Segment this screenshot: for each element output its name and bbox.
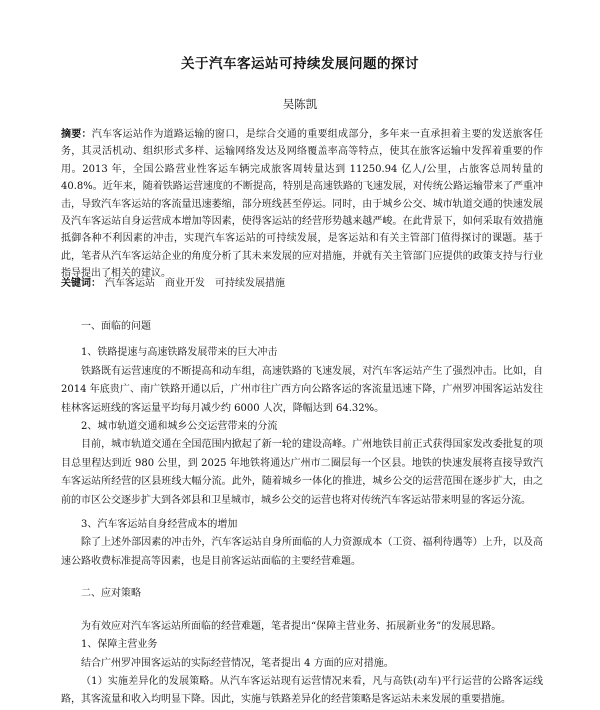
paragraph: 除了上述外部因素的冲击外，汽车客运站自身所面临的人力资源成本（工资、福利待遇等）上升，以及高速公路收费标准提高等因素，也是目前客运站面临的主要经营难题。 xyxy=(61,537,543,567)
subsection-heading: 3、汽车客运站自身经营成本的增加 xyxy=(81,519,238,531)
subsection-heading: 1、铁路提速与高速铁路发展带来的巨大冲击 xyxy=(81,347,278,359)
keywords-text: 汽车客运站 商业开发 可持续发展措施 xyxy=(105,278,285,289)
paragraph: （1）实施差异化的发展策略。从汽车客运站现有运营情况来看，凡与高铁(动车)平行运营的公路客运线路，其客流量和收入均明显下降。因此，实施与铁路差异化的经营策略是客运站未来发展的重要措施。 xyxy=(61,675,543,706)
subsection-heading: 1、保障主营业务 xyxy=(81,639,158,651)
section-heading: 二、应对策略 xyxy=(81,588,141,600)
author-name: 吴陈凯 xyxy=(282,97,318,111)
keywords xyxy=(61,275,543,292)
paragraph: 目前，城市轨道交通在全国范围内掀起了新一轮的建设高峰。广州地铁目前正式获得国家发改委批复的项目总里程达到近 980 公里，到 2025 年地铁将通达广州市二圈层每一个区县。地铁的快速发展将直接导致汽车客运站所经营的区县班线大幅分流。此外，随着城乡一体化的推进，城乡公交的运营范围在逐步扩大，由之前的市区公交逐步扩大到各郊县和卫星城市，城乡公交的运营也将对传统汽车客运站带来明显的客运分流。 xyxy=(61,439,543,506)
article-body xyxy=(61,318,543,710)
paragraph: 为有效应对汽车客运站所面临的经营难题，笔者提出“保障主营业务、拓展新业务”的发展思路。 xyxy=(81,620,502,632)
paragraph: 铁路既有运营速度的不断提高和动车组，高速铁路的飞速发展，对汽车客运站产生了强烈冲击。比如，自 2014 年底贵广、南广铁路开通以后，广州市往广西方向公路客运的客流量迅速下降，广州罗冲围客运站发往桂林客运班线的客运量平均每月减少约 6000 人次，降幅达到 64.32%。 xyxy=(61,365,543,414)
abstract-label: 摘要： xyxy=(61,129,92,140)
keywords-label: 关键词： xyxy=(61,278,101,289)
abstract xyxy=(61,126,543,283)
paragraph: 结合广州罗冲围客运站的实际经营情况，笔者提出 4 方面的应对措施。 xyxy=(81,657,394,669)
abstract-text: 汽车客运站作为道路运输的窗口，是综合交通的重要组成部分，多年来一直承担着主要的发送旅客任务，其灵活机动、组织形式多样、运输网络发达及网络覆盖率高等特点，使其在旅客运输中发挥着重要的作用。2013 年，全国公路营业性客运车辆完成旅客周转量达到 11250.94 亿人/公里，占旅客总周转量的 40.8%。近年来，随着铁路运营速度的不断提高，特别是高速铁路的飞速发展，对传统公路运输带来了严重冲击，导致汽车客运站的客流量迅速萎缩，部分班线甚至停运。同时，由于城乡公交、城市轨道交通的快速发展及汽车客运站自身运营成本增加等因素，使得客运站的经营形势越来越严峻。在此背景下，如何采取有效措施抵御各种不利因素的冲击，实现汽车客运站的可持续发展，是客运站和有关主管部门值得探讨的课题。基于此，笔者从汽车客运站企业的角度分析了其未来发展的应对措施，并就有关主管部门应提供的政策支持与行业指导提出了相关的建议。 xyxy=(61,129,544,280)
section-heading: 一、面临的问题 xyxy=(81,321,151,332)
subsection-heading: 2、城市轨道交通和城乡公交运营带来的分流 xyxy=(81,421,278,433)
paper-title: 关于汽车客运站可持续发展问题的探讨 xyxy=(181,56,419,72)
